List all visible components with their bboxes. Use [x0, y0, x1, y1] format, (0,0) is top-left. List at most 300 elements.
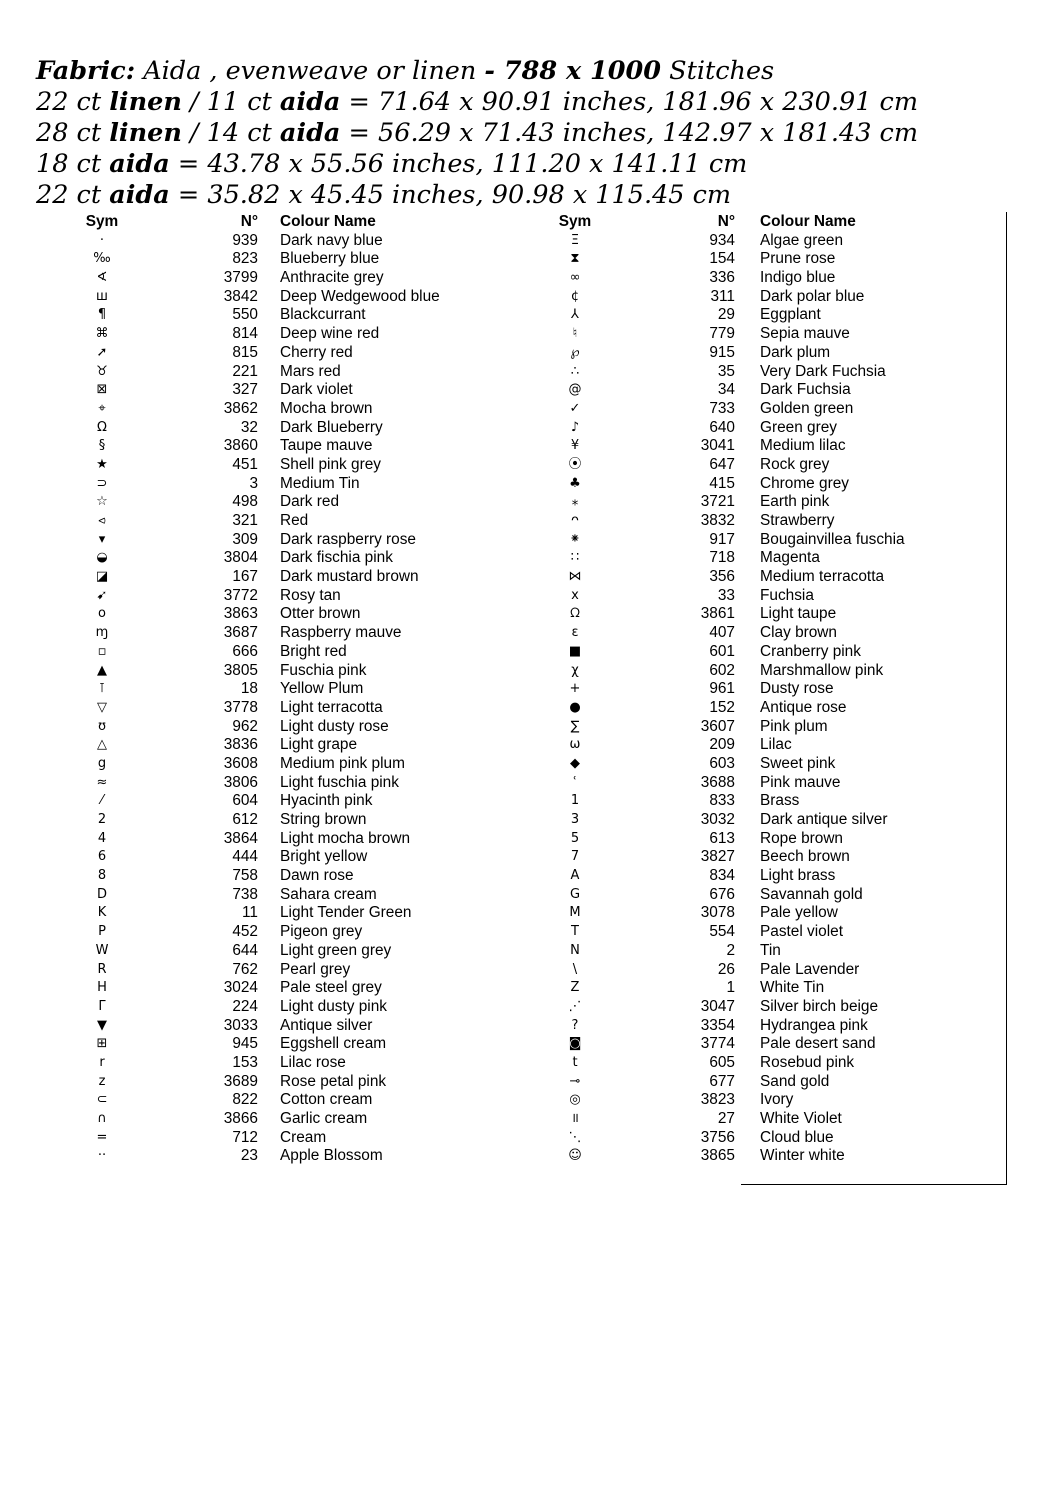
legend-symbol: ≈: [96, 774, 108, 790]
legend-symbol: ¶: [97, 307, 107, 323]
thread-number: 3864: [223, 829, 258, 847]
legend-symbol: ⊠: [96, 382, 108, 398]
size-line-22ct-linen: 22 ct linen / 11 ct aida = 71.64 x 90.91 inches, 181.96 x 230.91 cm: [36, 87, 919, 117]
thread-number: 666: [232, 642, 258, 660]
thread-number: 613: [709, 829, 735, 847]
colour-name: Lilac rose: [280, 1053, 346, 1071]
legend-symbol: ⊃: [96, 475, 108, 491]
legend-symbol: x: [571, 587, 579, 603]
legend-symbol: △: [97, 737, 107, 753]
colour-name: Lilac: [760, 736, 792, 754]
colour-name: Eggplant: [760, 306, 821, 324]
thread-number: 3756: [700, 1128, 735, 1146]
legend-symbol: ᘯ: [570, 606, 580, 622]
colour-name: Cloud blue: [760, 1128, 834, 1146]
thread-number: 3778: [223, 698, 258, 716]
colour-name: Pink mauve: [760, 773, 841, 791]
colour-name: Shell pink grey: [280, 455, 381, 473]
legend-symbol: ⁎: [571, 494, 579, 510]
legend-symbol: χ: [571, 662, 579, 678]
legend-symbol: ⊺: [98, 681, 106, 697]
colour-name: String brown: [280, 811, 367, 828]
thread-number: 915: [709, 343, 735, 361]
colour-name: Pastel violet: [760, 923, 843, 941]
colour-name: Anthracite grey: [280, 269, 384, 287]
colour-name: Indigo blue: [760, 269, 836, 287]
colour-name: Brass: [760, 792, 800, 810]
colour-name: Mocha brown: [280, 399, 373, 417]
colour-name: Very Dark Fuchsia: [760, 362, 886, 380]
legend-symbol: ¥: [570, 438, 580, 454]
legend-symbol: H: [97, 980, 107, 996]
colour-name: Fuchsia: [760, 586, 814, 604]
legend-symbol: ʿ: [573, 774, 577, 790]
legend-symbol: 7: [570, 849, 580, 865]
colour-name: Apple Blossom: [280, 1147, 383, 1165]
colour-name: Clay brown: [760, 624, 837, 642]
colour-name: Beech brown: [760, 848, 850, 866]
thread-number: 934: [709, 231, 735, 249]
colour-name: Golden green: [760, 399, 854, 417]
legend-symbol: ⌘: [95, 326, 109, 342]
legend-symbol: ε: [571, 625, 579, 641]
thread-number: 3607: [700, 717, 735, 735]
sym-column-header: Sym: [85, 213, 119, 230]
thread-number: 221: [232, 362, 258, 380]
colour-name: Marshmallow pink: [760, 661, 884, 679]
legend-symbol: ¢: [570, 288, 580, 304]
colour-name: Pale desert sand: [760, 1035, 876, 1053]
legend-symbol: ⋱: [568, 1129, 582, 1145]
colour-name: Algae green: [760, 231, 844, 249]
colour-name-column-header: Colour Name: [280, 213, 376, 230]
colour-name: Light dusty rose: [280, 717, 389, 735]
legend-symbol: ♮: [572, 326, 578, 342]
thread-number: 3608: [223, 754, 258, 772]
thread-number: 814: [232, 325, 258, 343]
legend-symbol: ➹: [96, 587, 108, 603]
legend-symbol: ∑: [570, 718, 580, 734]
legend-symbol: M: [569, 905, 581, 921]
thread-number: 321: [232, 512, 258, 529]
thread-number: 152: [709, 698, 735, 716]
colour-name: Sand gold: [760, 1072, 830, 1090]
colour-name: Otter brown: [280, 605, 361, 623]
legend-symbol: ★: [96, 456, 108, 472]
thread-number: 604: [232, 792, 258, 810]
colour-name: Dark navy blue: [280, 231, 383, 249]
thread-number: 823: [232, 250, 258, 268]
thread-number: 309: [232, 530, 258, 548]
thread-number: 762: [232, 960, 258, 978]
colour-name: Eggshell cream: [280, 1035, 387, 1053]
legend-border-right: [1006, 212, 1007, 1185]
thread-number: 167: [232, 568, 258, 586]
thread-number: 815: [232, 343, 258, 361]
colour-name: Light taupe: [760, 605, 837, 623]
thread-number: 35: [717, 362, 735, 380]
colour-name: Green grey: [760, 418, 837, 436]
thread-number: 939: [232, 231, 258, 249]
colour-name: Deep wine red: [280, 325, 380, 343]
legend-symbol: T: [571, 924, 579, 940]
colour-name: Rock grey: [760, 455, 830, 473]
thread-number: 3033: [223, 1016, 258, 1034]
colour-name: Dark fischia pink: [280, 549, 393, 567]
thread-number: 962: [232, 717, 258, 735]
colour-name: Dawn rose: [280, 867, 354, 885]
thread-number: 3024: [223, 979, 258, 997]
thread-number: 550: [232, 306, 258, 324]
legend-symbol: ◒: [96, 550, 108, 566]
legend-symbol: Γ: [98, 998, 106, 1014]
colour-name: Cream: [280, 1128, 327, 1146]
legend-symbol: =: [96, 1129, 108, 1145]
legend-symbol: ⁕: [569, 531, 581, 547]
legend-symbol: ?: [571, 1017, 579, 1033]
colour-name: Pink plum: [760, 717, 828, 735]
legend-symbol: R: [97, 961, 107, 977]
thread-number: 444: [232, 848, 258, 866]
thread-number: 834: [709, 867, 735, 885]
colour-name: Sweet pink: [760, 754, 836, 772]
legend-symbol: 8: [97, 868, 107, 884]
legend-symbol: ‰: [93, 251, 111, 267]
legend-symbol: ◪: [95, 569, 109, 585]
legend-symbol: ⊸: [569, 1073, 581, 1089]
legend-symbol: ▽: [97, 699, 107, 715]
legend-symbol: ∢: [96, 270, 108, 286]
colour-name: Pale yellow: [760, 904, 838, 922]
colour-name: White Violet: [760, 1110, 842, 1127]
colour-name: Bright yellow: [280, 848, 368, 866]
thread-number: 3689: [223, 1072, 258, 1090]
thread-number: 3032: [700, 811, 735, 828]
thread-number: 3041: [700, 437, 735, 455]
thread-number: 3: [249, 474, 258, 492]
colour-name: Prune rose: [760, 250, 836, 268]
legend-symbol: ⋈: [568, 569, 582, 585]
legend-symbol: ⦿: [568, 456, 582, 472]
legend-symbol: ●: [569, 699, 581, 715]
colour-name: Dark red: [280, 493, 340, 511]
legend-border-bottom: [741, 1184, 1007, 1185]
legend-symbol: ɱ: [95, 625, 109, 641]
thread-number: 153: [232, 1053, 258, 1071]
thread-number: 554: [709, 923, 735, 941]
legend-symbol: ✓: [569, 400, 581, 416]
colour-name: Hyacinth pink: [280, 792, 373, 810]
number-column-header: N°: [240, 213, 258, 230]
sym-column-header: Sym: [558, 213, 592, 230]
colour-name: Cherry red: [280, 343, 353, 361]
thread-number: 712: [232, 1128, 258, 1146]
thread-number: 34: [717, 381, 735, 399]
thread-number: 3827: [700, 848, 735, 866]
colour-name: Fuschia pink: [280, 661, 367, 679]
colour-name: Sepia mauve: [760, 325, 850, 343]
thread-number: 26: [717, 960, 735, 978]
legend-symbol: +: [569, 681, 581, 697]
thread-number: 3078: [700, 904, 735, 922]
colour-name: Dark polar blue: [760, 287, 865, 305]
legend-symbol: o: [98, 606, 106, 622]
legend-symbol: 4: [97, 830, 107, 846]
colour-name: Rose petal pink: [280, 1072, 387, 1090]
colour-name: Bougainvillea fuschia: [760, 530, 905, 548]
thread-number: 452: [232, 923, 258, 941]
thread-number: 498: [232, 493, 258, 511]
thread-number: 758: [232, 867, 258, 885]
thread-number: 209: [709, 736, 735, 754]
colour-name: Rosebud pink: [760, 1053, 855, 1071]
thread-number: 311: [710, 287, 735, 305]
colour-name: Earth pink: [760, 493, 830, 511]
colour-name: Light dusty pink: [280, 997, 387, 1015]
legend-symbol: 1: [570, 793, 580, 809]
colour-name: Pigeon grey: [280, 923, 363, 941]
legend-symbol: §: [98, 438, 106, 454]
colour-name: Strawberry: [760, 512, 835, 529]
colour-name: Winter white: [760, 1147, 845, 1165]
legend-symbol: t: [572, 1054, 578, 1070]
legend-symbol: ➚: [96, 344, 108, 360]
colour-name: Cotton cream: [280, 1091, 373, 1109]
thread-number: 407: [709, 624, 735, 642]
thread-number: 833: [709, 792, 735, 810]
colour-name: Light fuschia pink: [280, 773, 399, 791]
colour-name: Cranberry pink: [760, 642, 861, 660]
colour-name: Light brass: [760, 867, 836, 885]
legend-symbol: ♣: [569, 475, 581, 491]
thread-number: 29: [717, 306, 735, 324]
thread-number: 779: [709, 325, 735, 343]
legend-symbol: ℘: [570, 344, 580, 360]
thread-number: 356: [709, 568, 735, 586]
legend-symbol: ☆: [96, 494, 108, 510]
legend-symbol: ω: [569, 737, 581, 753]
thread-number: 3772: [223, 586, 258, 604]
colour-name: Medium terracotta: [760, 568, 885, 586]
colour-name: Deep Wedgewood blue: [280, 287, 440, 305]
colour-name: Antique silver: [280, 1016, 373, 1034]
legend-symbol: ·: [99, 232, 105, 248]
legend-symbol: ∩: [97, 1111, 107, 1126]
legend-symbol: \: [572, 961, 578, 977]
colour-name: Dusty rose: [760, 680, 834, 698]
thread-number: 27: [717, 1110, 735, 1127]
size-line-18ct-aida: 18 ct aida = 43.78 x 55.56 inches, 111.20 x 141.11 cm: [36, 149, 748, 179]
thread-number: 3799: [223, 269, 258, 287]
colour-name: Blackcurrant: [280, 306, 366, 324]
legend-symbol: 2: [97, 812, 107, 827]
thread-number: 677: [709, 1072, 735, 1090]
legend-symbol: ◎: [569, 1092, 581, 1108]
thread-number: 3863: [223, 605, 258, 623]
thread-number: 3832: [700, 512, 735, 529]
legend-symbol: Ξ: [570, 232, 580, 248]
thread-number: 154: [709, 250, 735, 268]
legend-symbol: ■: [568, 643, 582, 659]
thread-number: 3721: [700, 493, 735, 511]
colour-name: Light mocha brown: [280, 829, 411, 847]
legend-symbol: ⧗: [570, 251, 580, 267]
thread-number: 336: [709, 269, 735, 287]
thread-number: 3047: [700, 997, 735, 1015]
thread-number: 3687: [223, 624, 258, 642]
thread-number: 3861: [700, 605, 735, 623]
legend-symbol: ▼: [97, 1017, 107, 1033]
legend-symbol: ш: [96, 288, 108, 304]
colour-name: Dark Fuchsia: [760, 381, 851, 399]
thread-number: 451: [232, 455, 258, 473]
colour-name: Sahara cream: [280, 885, 377, 903]
thread-number: 647: [709, 455, 735, 473]
thread-number: 603: [709, 754, 735, 772]
legend-symbol: P: [98, 924, 106, 940]
size-line-28ct-linen: 28 ct linen / 14 ct aida = 56.29 x 71.43 inches, 142.97 x 181.43 cm: [36, 118, 919, 148]
colour-name: Pale steel grey: [280, 979, 382, 997]
thread-number: 1: [726, 979, 735, 997]
thread-number: 945: [232, 1035, 258, 1053]
colour-name: Blueberry blue: [280, 250, 380, 268]
legend-symbol: ··: [97, 1148, 107, 1164]
colour-name: Antique rose: [760, 698, 847, 716]
colour-name-column-header: Colour Name: [760, 213, 856, 230]
colour-name: Medium pink plum: [280, 754, 405, 772]
colour-name: Taupe mauve: [280, 437, 373, 455]
thread-number: 738: [232, 885, 258, 903]
thread-number: 733: [709, 399, 735, 417]
thread-number: 3805: [223, 661, 258, 679]
legend-symbol: ▾: [98, 531, 106, 547]
legend-symbol: ᴖ: [571, 513, 579, 528]
thread-number: 612: [232, 811, 258, 828]
colour-name: Rosy tan: [280, 586, 341, 604]
legend-symbol: z: [98, 1073, 106, 1089]
legend-symbol: ◆: [570, 755, 580, 771]
size-line-22ct-aida: 22 ct aida = 35.82 x 45.45 inches, 90.98 x 115.45 cm: [36, 180, 732, 210]
colour-name: Dark plum: [760, 343, 831, 361]
thread-number: 3866: [223, 1110, 258, 1127]
thread-number: 3806: [223, 773, 258, 791]
legend-symbol: ∴: [570, 363, 580, 379]
thread-number: 33: [717, 586, 735, 604]
legend-symbol: g: [97, 755, 107, 771]
thread-number: 3865: [700, 1147, 735, 1165]
legend-symbol: r: [99, 1054, 105, 1070]
legend-symbol: ⁄: [100, 793, 104, 809]
colour-name: Red: [280, 512, 309, 529]
legend-symbol: ∞: [569, 270, 581, 286]
legend-symbol: ☺: [568, 1148, 582, 1164]
thread-number: 23: [240, 1147, 258, 1165]
legend-symbol: ♉: [96, 363, 108, 379]
legend-symbol: K: [97, 905, 107, 921]
legend-symbol: ʊ: [97, 718, 107, 734]
legend-symbol: ⊞: [96, 1036, 108, 1052]
number-column-header: N°: [717, 213, 735, 230]
thread-number: 3860: [223, 437, 258, 455]
legend-symbol: 3: [570, 812, 580, 827]
legend-symbol: ∷: [570, 550, 580, 566]
thread-number: 676: [709, 885, 735, 903]
legend-symbol: ⅄: [571, 307, 579, 323]
colour-name: Medium Tin: [280, 474, 360, 492]
legend-symbol: W: [95, 942, 109, 958]
legend-symbol: ⪦: [98, 513, 106, 528]
colour-name: Tin: [760, 941, 781, 959]
thread-number: 3862: [223, 399, 258, 417]
colour-name: Raspberry mauve: [280, 624, 402, 642]
thread-number: 3842: [223, 287, 258, 305]
thread-number: 18: [240, 680, 258, 698]
colour-name: Light terracotta: [280, 698, 383, 716]
thread-number: 605: [709, 1053, 735, 1071]
colour-name: Magenta: [760, 549, 820, 567]
thread-number: 415: [709, 474, 735, 492]
colour-name: Pearl grey: [280, 960, 351, 978]
thread-number: 224: [232, 997, 258, 1015]
thread-number: 2: [726, 941, 735, 959]
colour-name: Dark antique silver: [760, 811, 888, 828]
legend-symbol: @: [568, 382, 582, 398]
fabric-line: Fabric: Aida , evenweave or linen - 788 x 1000 Stitches: [36, 56, 775, 86]
thread-number: 602: [709, 661, 735, 679]
legend-symbol: A: [570, 868, 580, 884]
thread-number: 3823: [700, 1091, 735, 1109]
colour-name: Pale Lavender: [760, 960, 860, 978]
thread-number: 822: [232, 1091, 258, 1109]
legend-symbol: ♪: [570, 419, 580, 435]
thread-number: 3804: [223, 549, 258, 567]
colour-name: Silver birch beige: [760, 997, 879, 1015]
legend-symbol: Z: [570, 980, 580, 996]
colour-name: Savannah gold: [760, 885, 863, 903]
colour-name: White Tin: [760, 979, 825, 997]
thread-number: 3354: [700, 1016, 735, 1034]
legend-symbol: ⌖: [98, 400, 106, 416]
colour-name: Dark mustard brown: [280, 568, 419, 586]
colour-name: Hydrangea pink: [760, 1016, 868, 1034]
colour-name: Light grape: [280, 736, 358, 754]
thread-number: 718: [709, 549, 735, 567]
colour-name: Light green grey: [280, 941, 392, 959]
thread-number: 917: [709, 530, 735, 548]
thread-number: 327: [232, 381, 258, 399]
legend-symbol: 5: [570, 830, 580, 846]
legend-symbol: 6: [97, 849, 107, 865]
colour-name: Ivory: [760, 1091, 794, 1109]
legend-symbol: ⊂: [96, 1092, 108, 1108]
colour-name: Yellow Plum: [280, 680, 364, 698]
thread-number: 644: [232, 941, 258, 959]
legend-symbol: ▫: [97, 643, 107, 659]
thread-number: 961: [709, 680, 735, 698]
thread-number: 601: [709, 642, 735, 660]
legend-symbol: G: [569, 886, 581, 902]
colour-name: Medium lilac: [760, 437, 846, 455]
thread-number: 32: [240, 418, 258, 436]
colour-name: Dark violet: [280, 381, 353, 399]
legend-symbol: N: [570, 942, 580, 958]
colour-name: Dark raspberry rose: [280, 530, 416, 548]
legend-symbol: ▲: [97, 662, 107, 678]
colour-name: Garlic cream: [280, 1110, 368, 1127]
legend-symbol: ⋰: [568, 998, 582, 1014]
colour-name: Mars red: [280, 362, 341, 380]
colour-name: Dark Blueberry: [280, 418, 383, 436]
